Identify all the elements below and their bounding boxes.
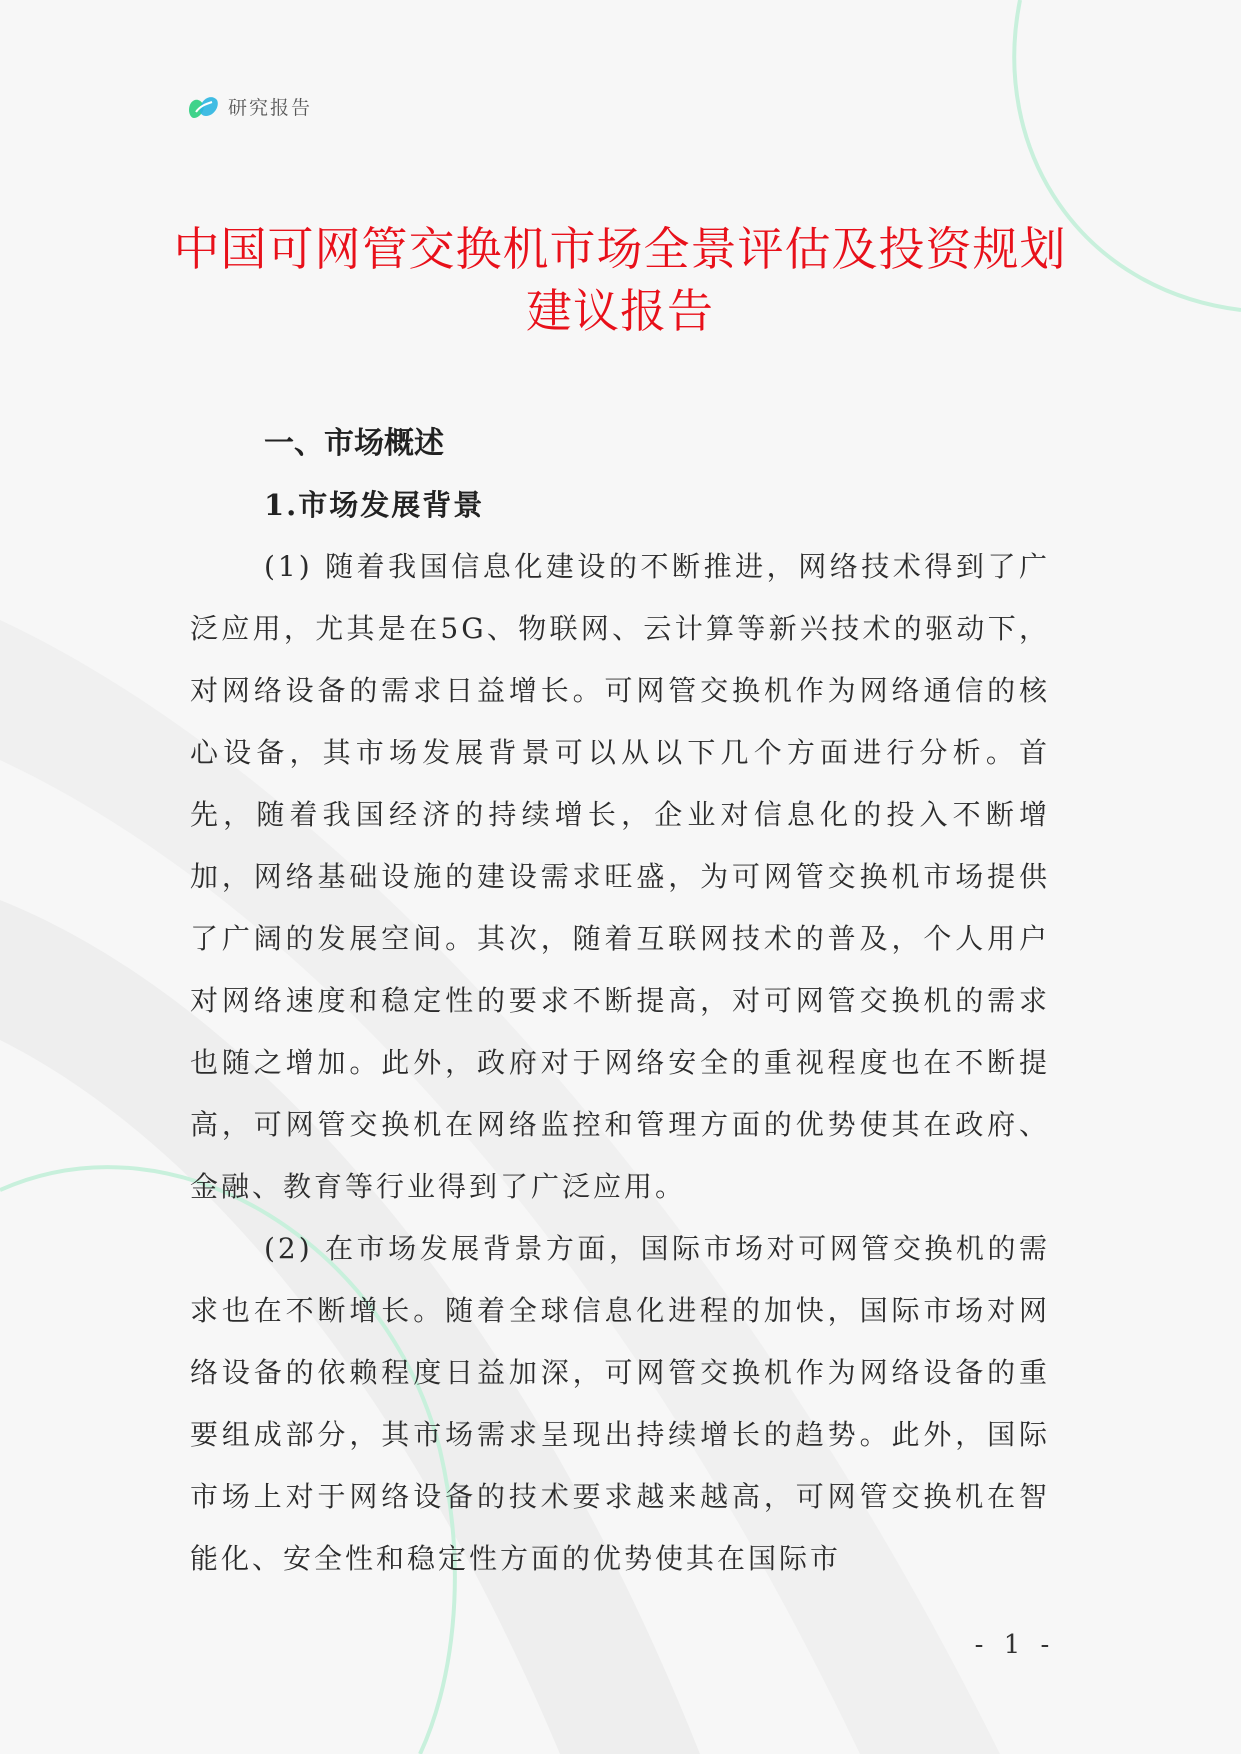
header-brand (186, 90, 312, 122)
brand-leaf-logo-icon (186, 90, 220, 122)
document-body (190, 414, 1050, 1590)
section-heading: 一、市场概述 (264, 426, 444, 461)
body-paragraph-2: (2) 在市场发展背景方面，国际市场对可网管交换机的需求也在不断增长。随着全球信息化进程的加快，国际市场对网络设备的依赖程度日益加深，可网管交换机作为网络设备的重要组成部分，其市场需求呈现出持续增长的趋势。此外，国际市场上对于网络设备的技术要求越来越高，可网管交换机在智能化、安全性和稳定性方面的优势使其在国际市 (190, 1232, 1050, 1575)
document-title: 中国可网管交换机市场全景评估及投资规划建议报告 (173, 222, 1067, 338)
body-paragraph-1: (1) 随着我国信息化建设的不断推进，网络技术得到了广泛应用，尤其是在5G、物联网、云计算等新兴技术的驱动下，对网络设备的需求日益增长。可网管交换机作为网络通信的核心设备，其市场发展背景可以从以下几个方面进行分析。首先，随着我国经济的持续增长，企业对信息化的投入不断增加，网络基础设施的建设需求旺盛，为可网管交换机市场提供了广阔的发展空间。其次，随着互联网技术的普及，个人用户对网络速度和稳定性的要求不断提高，对可网管交换机的需求也随之增加。此外，政府对于网络安全的重视程度也在不断提高，可网管交换机在网络监控和管理方面的优势使其在政府、金融、教育等行业得到了广泛应用。 (190, 550, 1050, 1203)
header-report-label: 研究报告 (228, 96, 313, 119)
subsection-heading: 1.市场发展背景 (264, 488, 485, 522)
page-number: - 1 - (974, 1630, 1056, 1660)
